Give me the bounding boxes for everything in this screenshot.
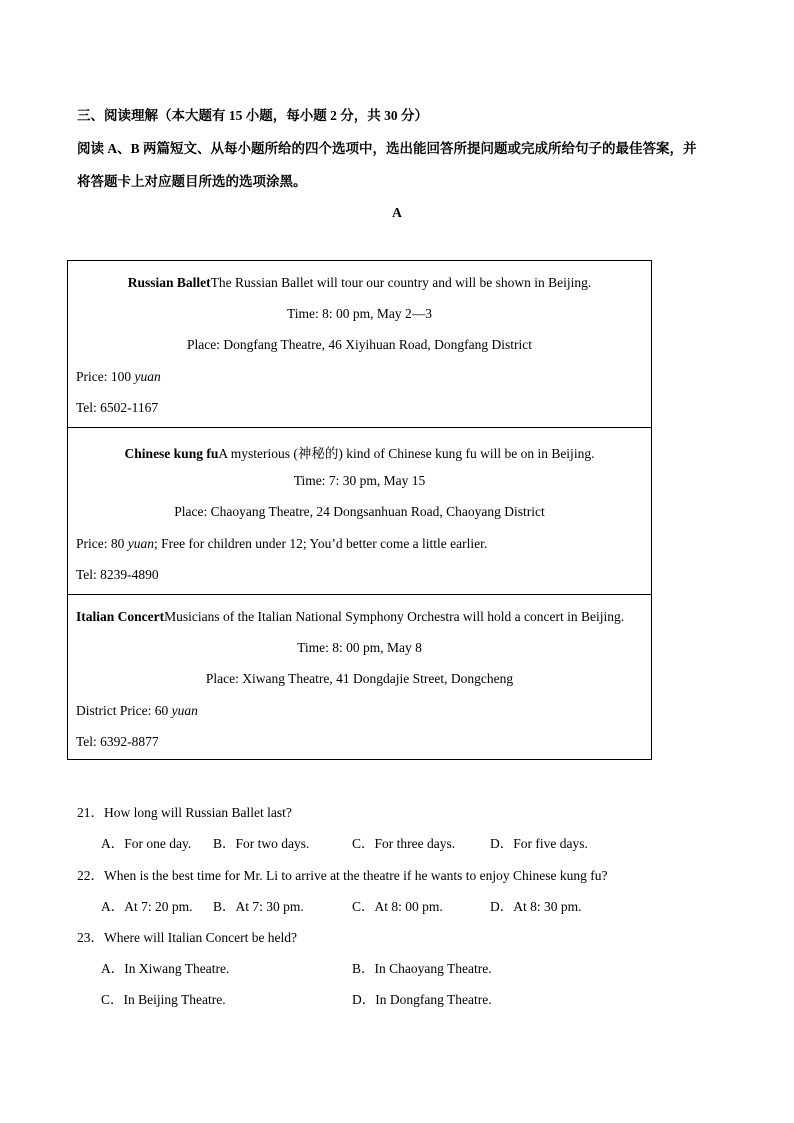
ad-time: Time: 8: 00 pm, May 2—3 — [286, 306, 432, 321]
ad-intro: Musicians of the Italian National Symphony Orchestra will hold a concert in Beijing. — [164, 609, 625, 624]
ad-tel: Tel: 8239-4890 — [76, 567, 159, 582]
option: D．At 8: 30 pm. — [490, 899, 582, 914]
ad-headline — [76, 275, 643, 291]
option: D．For five days. — [490, 836, 588, 851]
option: B．At 7: 30 pm. — [213, 899, 304, 914]
option: A．At 7: 20 pm. — [101, 899, 193, 914]
option: B．For two days. — [213, 836, 310, 851]
ad-price-unit: yuan — [127, 536, 154, 551]
ad-headline — [76, 442, 643, 462]
ad-tel: Tel: 6502-1167 — [76, 400, 159, 415]
option: B．In Chaoyang Theatre. — [352, 961, 492, 976]
option: D．In Dongfang Theatre. — [352, 992, 492, 1007]
ad-time: Time: 7: 30 pm, May 15 — [293, 473, 426, 488]
ad-price-unit: yuan — [134, 369, 161, 384]
question-stem: 21．How long will Russian Ballet last? — [77, 805, 292, 820]
ad-price-unit: yuan — [171, 703, 198, 718]
section-title: 三、阅读理解（本大题有 15 小题，每小题 2 分，共 30 分） — [77, 108, 428, 123]
option: A．For one day. — [101, 836, 192, 851]
instruction-line-2: 将答题卡上对应题目所选的选项涂黑。 — [77, 174, 307, 189]
ad-name: Italian Concert — [76, 609, 165, 624]
ad-tel: Tel: 6392-8877 — [76, 734, 159, 749]
ad-price-prefix: Price: 80 — [76, 536, 128, 551]
ad-headline — [76, 609, 643, 625]
option: C．For three days. — [352, 836, 456, 851]
option: C．At 8: 00 pm. — [352, 899, 443, 914]
question-stem: 22．When is the best time for Mr. Li to arrive at the theatre if he wants to enjoy Chinese kung fu? — [77, 868, 608, 883]
ad-intro: A mysterious (神秘的) kind of Chinese kung fu will be on in Beijing. — [218, 446, 595, 461]
ad-russian-ballet — [68, 261, 651, 428]
ad-chinese-kung-fu — [68, 428, 651, 595]
passage-label: A — [392, 205, 402, 220]
ad-place: Place: Chaoyang Theatre, 24 Dongsanhuan Road, Chaoyang District — [174, 504, 545, 519]
question-stem: 23．Where will Italian Concert be held? — [77, 930, 298, 945]
ad-price-suffix: ; Free for children under 12; You’d better come a little earlier. — [154, 536, 488, 551]
ad-name: Chinese kung fu — [124, 446, 219, 461]
ad-italian-concert — [68, 595, 651, 760]
instruction-line-1: 阅读 A、B 两篇短文、从每小题所给的四个选项中，选出能回答所提问题或完成所给句子的最佳答案，并 — [77, 141, 697, 156]
ad-price — [76, 703, 643, 719]
ad-intro: The Russian Ballet will tour our country and will be shown in Beijing. — [210, 275, 592, 290]
ad-price-prefix: Price: 100 — [76, 369, 135, 384]
ad-price — [76, 369, 643, 385]
ad-time: Time: 8: 00 pm, May 8 — [297, 640, 422, 655]
ads-table — [67, 260, 652, 760]
ad-place: Place: Xiwang Theatre, 41 Dongdajie Street, Dongcheng — [205, 671, 514, 686]
ad-place: Place: Dongfang Theatre, 46 Xiyihuan Road, Dongfang District — [186, 337, 533, 352]
ad-name: Russian Ballet — [127, 275, 211, 290]
ad-price-prefix: District Price: 60 — [76, 703, 172, 718]
option: C．In Beijing Theatre. — [101, 992, 226, 1007]
option: A．In Xiwang Theatre. — [101, 961, 230, 976]
ad-price — [76, 536, 643, 552]
